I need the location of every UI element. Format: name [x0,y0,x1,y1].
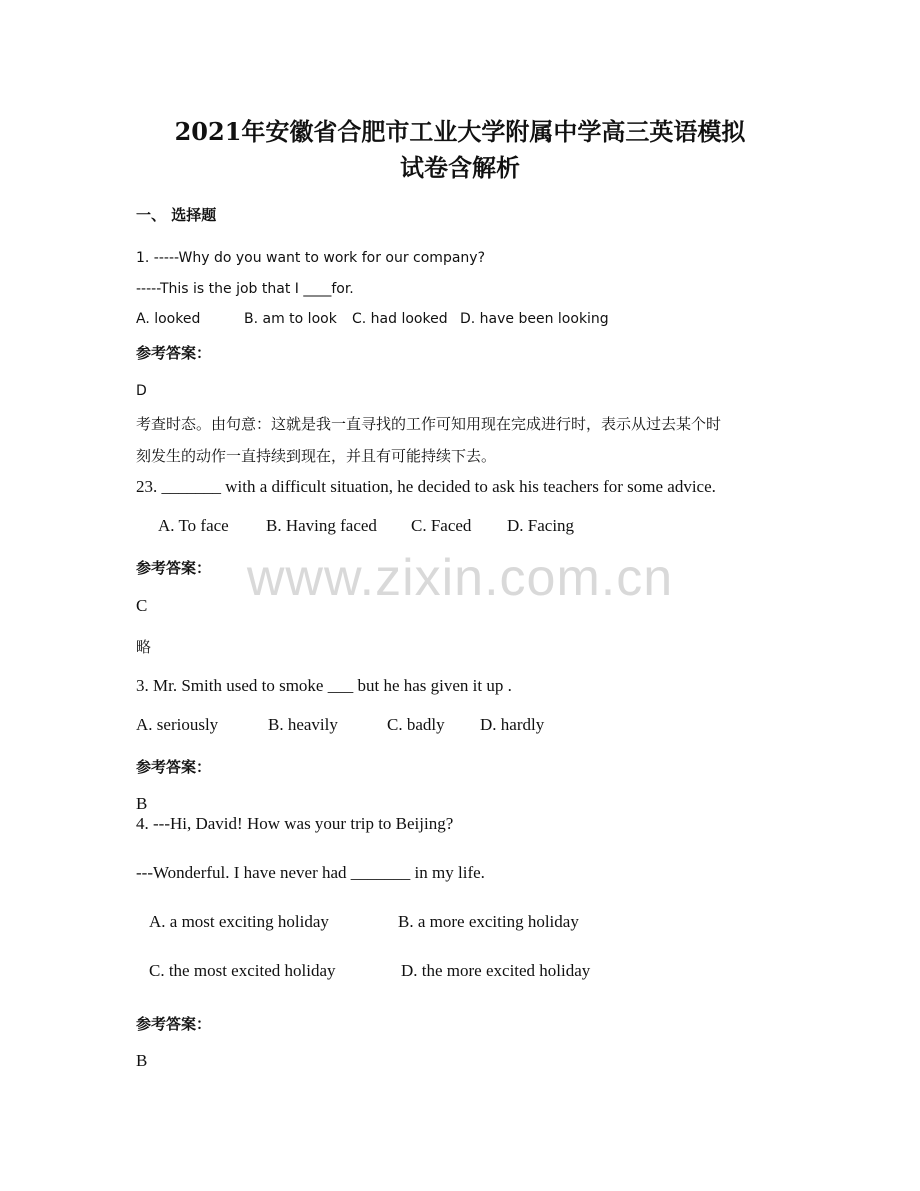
q3-option-d: D. hardly [480,715,545,734]
q1-answer: D [136,383,147,399]
q2-option-c: C. Faced [411,516,472,535]
q1-option-c: C. had looked [352,311,448,327]
q2-answer-label: 参考答案： [136,559,212,577]
q2-option-a: A. To face [158,516,229,535]
q1-explanation-line1: 考查时态。由句意：这就是我一直寻找的工作可知用现在完成进行时，表示从过去某个时 [136,415,722,433]
q1-answer-label: 参考答案： [136,344,212,362]
q4-option-a: A. a most exciting holiday [149,912,329,931]
q3-stem: 3. Mr. Smith used to smoke ___ but he has given it up . [136,676,512,695]
q3-answer-label: 参考答案： [136,758,212,776]
q1-option-b: B. am to look [244,311,337,327]
q1-option-d: D. have been looking [460,311,609,327]
q4-option-b: B. a more exciting holiday [398,912,579,931]
q4-option-c: C. the most excited holiday [149,961,336,980]
section-heading: 一、 选择题 [136,206,217,224]
q4-line2: ---Wonderful. I have never had _______ in my life. [136,863,485,882]
page-title-line1: 2021年安徽省合肥市工业大学附属中学高三英语模拟 [174,117,746,146]
page-title-line2: 试卷含解析 [400,153,520,182]
q2-stem: 23. _______ with a difficult situation, he decided to ask his teachers for some advice. [136,477,716,496]
q4-answer: B [136,1051,148,1070]
q3-option-b: B. heavily [268,715,338,734]
q3-option-a: A. seriously [136,715,219,734]
q2-answer: C [136,596,148,615]
q4-stem: 4. ---Hi, David! How was your trip to Beijing? [136,814,454,833]
watermark: www.zixin.com.cn [246,549,674,607]
q1-explanation-line2: 刻发生的动作一直持续到现在，并且有可能持续下去。 [136,447,497,465]
q3-answer: B [136,794,148,813]
q4-option-d: D. the more excited holiday [401,961,591,980]
q1-option-a: A. looked [136,311,201,327]
q1-line2: -----This is the job that I ____for. [136,281,354,297]
q2-explanation: 略 [136,638,152,656]
q2-option-b: B. Having faced [266,516,377,535]
q4-answer-label: 参考答案： [136,1015,212,1033]
q1-stem: 1. -----Why do you want to work for our company? [136,250,486,266]
q2-option-d: D. Facing [507,516,575,535]
q3-option-c: C. badly [387,715,445,734]
